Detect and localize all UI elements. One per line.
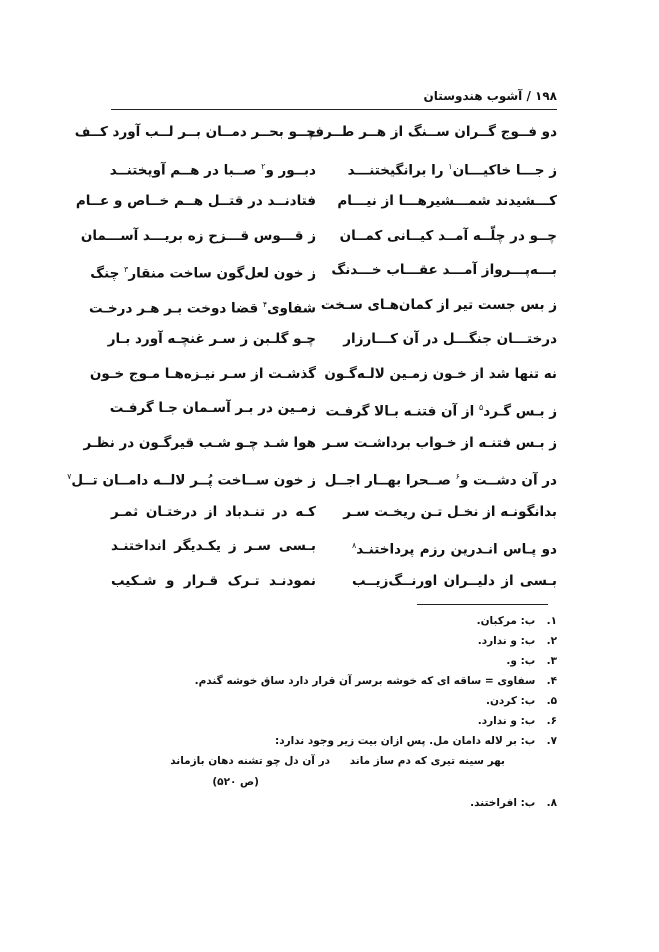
first-hemistich bbox=[324, 466, 557, 492]
verse-line bbox=[80, 225, 557, 260]
footnote-marker: ۴ bbox=[262, 299, 268, 309]
second-hemistich bbox=[111, 535, 316, 557]
hemistich-text: بـــه‌پـــرواز آمـــد عقـــاب خـــدنگ bbox=[331, 262, 557, 278]
footnote-number: ۳. bbox=[546, 655, 557, 667]
first-hemistich bbox=[325, 397, 557, 423]
hemistich-text: گذشـت از سـر نیـزه‌هـا مـوج خـون bbox=[89, 365, 316, 382]
hemistich-text: ز جـــا خاکیـــان bbox=[452, 162, 557, 178]
hemistich-text: ز بـس گـرد bbox=[483, 403, 557, 420]
second-hemistich bbox=[74, 121, 316, 143]
hemistich-text-continued: صــبا در هــم آویختنــد bbox=[109, 162, 262, 178]
hemistich-text: کـه در تنـدباد از درختـان ثمـر bbox=[111, 503, 316, 520]
hemistich-text: ز خون لعل‌گون ساخت منقار bbox=[128, 265, 316, 282]
verse-line bbox=[83, 432, 557, 467]
verse-line bbox=[107, 328, 557, 363]
hemistich-text: بـسی سـر ز یکـدیگر انداختنـد bbox=[111, 538, 316, 554]
footnote-text: سفاوی = ساقه ای که خوشه برسر آن قرار دارد ساق خوشه گندم. bbox=[194, 675, 536, 687]
hemistich-text: ز خون ســاخت پُــر لالــه دامــان تــل bbox=[71, 472, 316, 489]
verse-line bbox=[111, 501, 557, 536]
hemistich-text: شفاوی bbox=[267, 300, 316, 316]
hemistich-text: چــو بحــر دمــان بــر لــب آورد کــف bbox=[74, 124, 316, 140]
hemistich-text: نه تنها شد از خـون زمـین لالـه‌گـون bbox=[324, 365, 557, 382]
footnote-verse-second-hemistich: در آن دل چو تشنه دهان بازماند bbox=[170, 755, 330, 767]
hemistich-text: دو فــوج گــران ســنگ از هــر طــرف bbox=[308, 124, 557, 140]
second-hemistich bbox=[90, 259, 316, 285]
footnote-text: ب: بر لاله دامان مل. پس ازان بیت زیر وجود ندارد: bbox=[275, 735, 536, 747]
hemistich-text: نمودنـد تـرک قـرار و شـکیب bbox=[111, 572, 316, 589]
footnote-marker: ۲ bbox=[261, 161, 266, 171]
second-hemistich bbox=[89, 294, 316, 320]
footnote-text: ب: کردن. bbox=[485, 695, 536, 707]
footnote-text: ب: مرکبان. bbox=[476, 615, 536, 627]
second-hemistich bbox=[111, 501, 316, 523]
second-hemistich bbox=[111, 397, 316, 419]
first-hemistich bbox=[308, 121, 557, 143]
hemistich-text: دبــور و bbox=[265, 162, 316, 178]
hemistich-text-continued: از آن فتنـه بـالا گرفـت bbox=[325, 403, 479, 420]
second-hemistich bbox=[75, 190, 316, 212]
footnote-item bbox=[111, 793, 557, 813]
footnote-marker: ۵ bbox=[478, 403, 484, 412]
verse-line bbox=[74, 121, 557, 156]
footnote-item bbox=[111, 691, 557, 711]
footnote-number: ۸. bbox=[546, 797, 557, 809]
first-hemistich bbox=[320, 294, 557, 316]
hemistich-text: کـــشیدند شمـــشیرهـــا از نیـــام bbox=[337, 193, 557, 209]
footnote-item bbox=[111, 731, 557, 751]
hemistich-text-continued: را برانگیختنـــد bbox=[347, 162, 449, 178]
first-hemistich bbox=[352, 570, 557, 592]
footnote-marker: ۱ bbox=[448, 161, 453, 171]
footnote-item bbox=[111, 611, 557, 631]
verse-line bbox=[111, 570, 557, 605]
footnote-number: ۱. bbox=[546, 615, 557, 627]
verse-line bbox=[67, 466, 557, 501]
verse-line bbox=[111, 397, 557, 432]
hemistich-text: چـو گلـبن ز سـر غنچـه آورد بـار bbox=[107, 331, 316, 347]
second-hemistich bbox=[107, 328, 316, 350]
second-hemistich bbox=[83, 432, 316, 454]
hemistich-text: ز بس جست تیر از کمان‌هـای سـخت bbox=[320, 296, 557, 313]
footnote-item bbox=[111, 631, 557, 651]
first-hemistich bbox=[343, 328, 557, 350]
second-hemistich bbox=[111, 570, 316, 592]
hemistich-text: ز قـــوس قـــزح زه بریـــد آســـمان bbox=[80, 227, 316, 244]
hemistich-text: بـسی از دلیــران اورنــگ‌زیــب bbox=[352, 572, 557, 589]
hemistich-text: ز بـس فتنـه از خـواب برداشـت سـر bbox=[322, 434, 557, 451]
footnote-number: ۷. bbox=[546, 735, 557, 747]
verse-line bbox=[89, 294, 557, 329]
page-reference-text: (ص ۵۲۰) bbox=[212, 776, 259, 788]
hemistich-text-continued: قضا دوخت بـر هـر درخـت bbox=[89, 300, 263, 316]
verse-line bbox=[111, 535, 557, 570]
hemistich-text-continued: چنگ bbox=[90, 265, 125, 282]
first-hemistich bbox=[352, 535, 557, 561]
hemistich-text: هوا شـد چـو شـب قیرگـون در نظـر bbox=[83, 434, 316, 451]
first-hemistich bbox=[322, 432, 557, 454]
hemistich-text: زمـین در بـر آسـمان جـا گرفـت bbox=[109, 400, 316, 416]
hemistich-text: درختـــان جنگـــل در آن کـــارزار bbox=[343, 331, 557, 347]
footnote-separator bbox=[417, 604, 548, 605]
footnote-item bbox=[111, 651, 557, 671]
poem bbox=[67, 121, 557, 604]
footnote-quoted-verse bbox=[111, 751, 557, 771]
verse-line bbox=[111, 156, 557, 191]
verse-line bbox=[90, 259, 557, 294]
footnote-text: ب: و ندارد. bbox=[477, 715, 536, 727]
hemistich-text: فتادنــد در قتــل هــم خــاص و عــام bbox=[75, 193, 316, 209]
hemistich-text: دو پـاس انـدرین رزم پرداختنـد bbox=[356, 541, 557, 558]
footnote-item bbox=[111, 711, 557, 731]
running-header: ۱۹۸ / آشوب هندوستان bbox=[423, 89, 557, 103]
first-hemistich bbox=[324, 363, 557, 385]
footnote-page-reference bbox=[111, 771, 557, 793]
first-hemistich bbox=[337, 190, 557, 212]
footnote-marker: ۷ bbox=[67, 472, 72, 481]
footnote-verse-first-hemistich: بهر سینه تیری که دم ساز ماند bbox=[349, 755, 505, 767]
footnote-list bbox=[111, 611, 557, 751]
verse-line bbox=[75, 190, 557, 225]
hemistich-text: بدانگونـه از نخـل تـن ریخـت سـر bbox=[343, 503, 557, 520]
footnote-text: ب: و ندارد. bbox=[477, 635, 536, 647]
hemistich-text: در آن دشــت و bbox=[459, 472, 557, 489]
footnote-marker: ۶ bbox=[455, 472, 460, 481]
footnote-text: ب: افراختند. bbox=[470, 797, 536, 809]
second-hemistich bbox=[80, 225, 316, 247]
second-hemistich bbox=[67, 466, 316, 492]
footnote-item bbox=[111, 671, 557, 691]
second-hemistich bbox=[111, 156, 316, 182]
footnote-number: ۲. bbox=[546, 635, 557, 647]
hemistich-text: چــو در چلّــه آمــد کیــانی کمــان bbox=[339, 227, 557, 244]
first-hemistich bbox=[343, 501, 557, 523]
verse-line bbox=[89, 363, 557, 398]
footnote-number: ۴. bbox=[546, 675, 557, 687]
footnotes bbox=[111, 611, 557, 813]
footnote-marker: ۳ bbox=[124, 265, 129, 274]
footnote-marker: ۸ bbox=[352, 541, 357, 550]
footnote-text: ب: و. bbox=[506, 655, 536, 667]
first-hemistich bbox=[347, 156, 557, 182]
first-hemistich bbox=[331, 259, 557, 281]
header-rule bbox=[111, 109, 557, 110]
second-hemistich bbox=[89, 363, 316, 385]
hemistich-text-continued: صــحرا بهــار اجــل bbox=[324, 472, 456, 489]
footnote-number: ۵. bbox=[546, 695, 557, 707]
footnote-number: ۶. bbox=[546, 715, 557, 727]
first-hemistich bbox=[339, 225, 557, 247]
